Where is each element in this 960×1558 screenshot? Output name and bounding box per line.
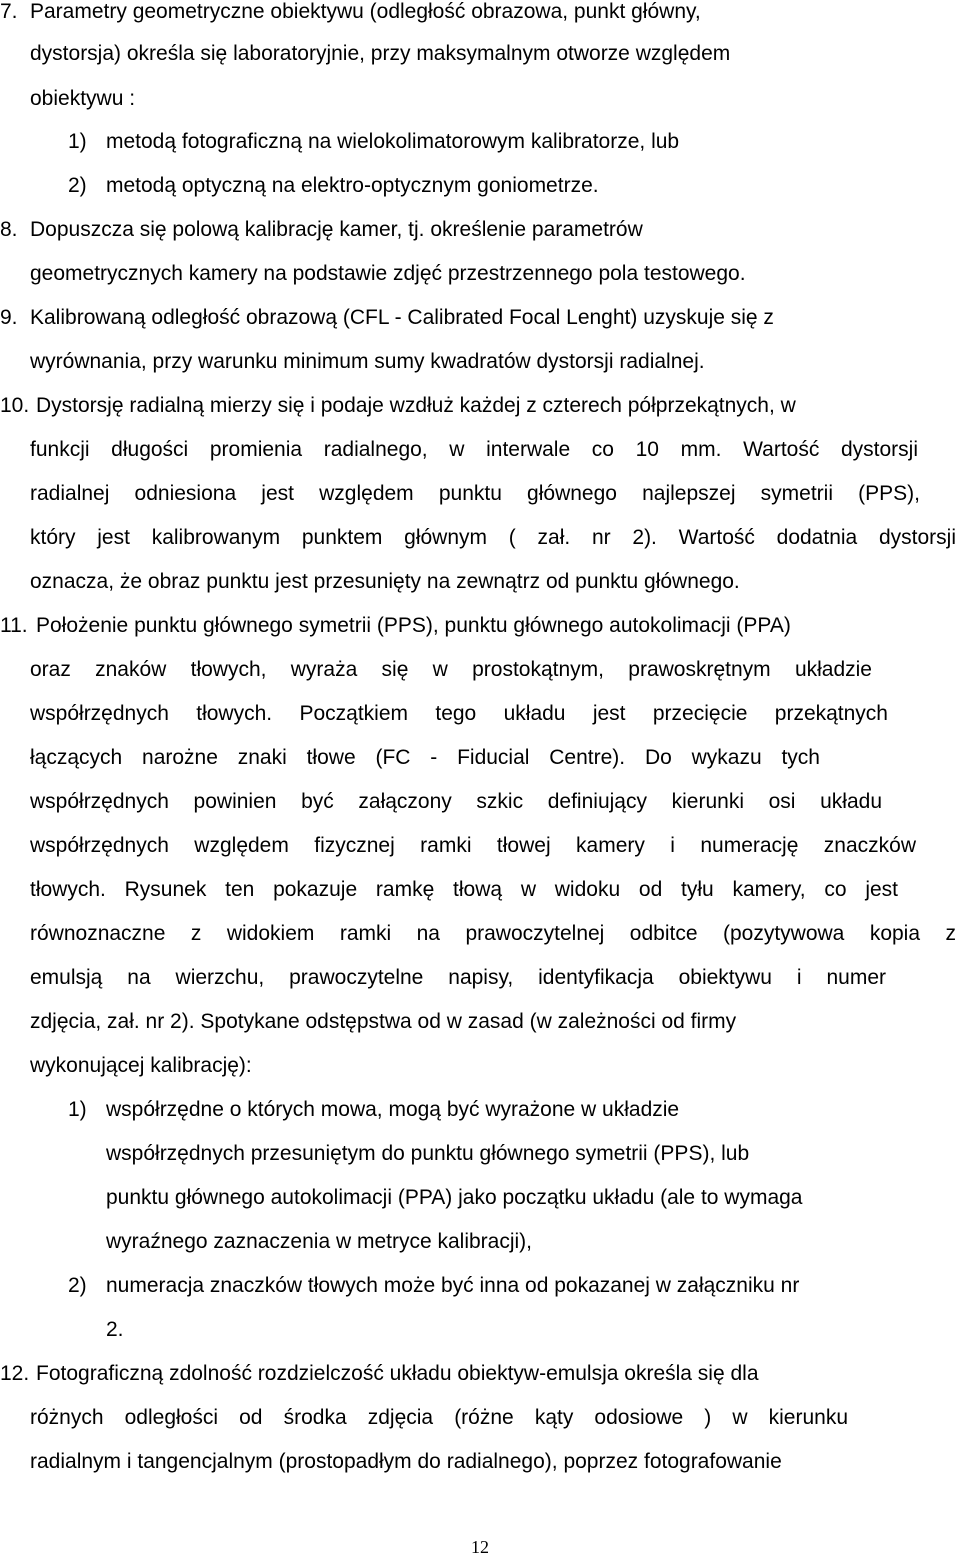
item-11-line-3: współrzędnych tłowych. Początkiem tego układu jest przecięcie przekątnych [30,702,888,725]
item-11-line-9: emulsją na wierzchu, prawoczytelne napisy, identyfikacja obiektywu i numer [30,966,886,989]
item-11-line-10: zdjęcia, zał. nr 2). Spotykane odstępstwa od w zasad (w zależności od firmy [30,1010,737,1033]
item-7-sub-1-text: metodą fotograficzną na wielokolimatorowym kalibratorze, lub [106,130,680,153]
item-11-sub-2-line-2: 2. [106,1318,124,1341]
item-11-sub-1-line-4: wyraźnego zaznaczenia w metryce kalibracji), [106,1230,532,1253]
item-8-line-1: Dopuszcza się polową kalibrację kamer, tj. określenie parametrów [30,218,643,241]
item-10-line-5: oznacza, że obraz punktu jest przesunięty na zewnątrz od punktu głównego. [30,570,740,593]
item-10-line-4: który jest kalibrowanym punktem głównym ( zał. nr 2). Wartość dodatnia dystorsji [30,526,956,549]
item-11-sub-2-line-1: numeracja znaczków tłowych może być inna od pokazanej w załączniku nr [106,1274,800,1297]
item-7-line-2: dystorsja) określa się laboratoryjnie, przy maksymalnym otworze względem [30,42,731,65]
item-12-number: 12. [0,1362,30,1385]
item-7-number: 7. [0,0,18,23]
item-11-sub-1-number: 1) [68,1098,87,1121]
item-12-line-1: Fotograficzną zdolność rozdzielczość układu obiektyw-emulsja określa się dla [36,1362,759,1385]
item-11-line-4: łączących narożne znaki tłowe (FC - Fiducial Centre). Do wykazu tych [30,746,820,769]
item-7-sub-2-text: metodą optyczną na elektro-optycznym goniometrze. [106,174,599,197]
item-7-line-3: obiektywu : [30,87,136,110]
item-7-sub-2-number: 2) [68,174,87,197]
item-10-line-3: radialnej odniesiona jest względem punktu głównego najlepszej symetrii (PPS), [30,482,920,505]
item-11-sub-1-line-2: współrzędnych przesuniętym do punktu głównego symetrii (PPS), lub [106,1142,750,1165]
item-10-number: 10. [0,394,30,417]
item-10-line-2: funkcji długości promienia radialnego, w interwale co 10 mm. Wartość dystorsji [30,438,918,461]
page-number: 12 [471,1537,489,1557]
item-11-line-11: wykonującej kalibrację): [30,1054,252,1077]
item-8-number: 8. [0,218,18,241]
item-11-number: 11. [0,614,28,637]
item-11-sub-1-line-3: punktu głównego autokolimacji (PPA) jako początku układu (ale to wymaga [106,1186,803,1209]
item-7-line-1: Parametry geometryczne obiektywu (odległość obrazowa, punkt główny, [30,0,701,23]
item-9-line-2: wyrównania, przy warunku minimum sumy kwadratów dystorsji radialnej. [30,350,705,373]
item-11-line-1: Położenie punktu głównego symetrii (PPS), punktu głównego autokolimacji (PPA) [36,614,791,637]
item-12-line-2: różnych odległości od środka zdjęcia (różne kąty odosiowe ) w kierunku [30,1406,848,1429]
item-10-line-1: Dystorsję radialną mierzy się i podaje wzdłuż każdej z czterech półprzekątnych, w [36,394,796,417]
item-11-line-2: oraz znaków tłowych, wyraża się w prostokątnym, prawoskrętnym układzie [30,658,872,681]
item-12-line-3: radialnym i tangencjalnym (prostopadłym do radialnego), poprzez fotografowanie [30,1450,782,1473]
item-11-sub-2-number: 2) [68,1274,87,1297]
item-7-sub-1-number: 1) [68,130,87,153]
item-11-line-5: współrzędnych powinien być załączony szkic definiujący kierunki osi układu [30,790,882,813]
item-11-line-7: tłowych. Rysunek ten pokazuje ramkę tłową w widoku od tyłu kamery, co jest [30,878,898,901]
item-9-number: 9. [0,306,18,329]
item-11-line-6: współrzędnych względem fizycznej ramki tłowej kamery i numerację znaczków [30,834,916,857]
item-11-sub-1-line-1: współrzędne o których mowa, mogą być wyrażone w układzie [106,1098,680,1121]
item-8-line-2: geometrycznych kamery na podstawie zdjęć przestrzennego pola testowego. [30,262,746,285]
item-9-line-1: Kalibrowaną odległość obrazową (CFL - Calibrated Focal Lenght) uzyskuje się z [30,306,774,329]
item-11-line-8: równoznaczne z widokiem ramki na prawoczytelnej odbitce (pozytywowa kopia z [30,922,956,945]
